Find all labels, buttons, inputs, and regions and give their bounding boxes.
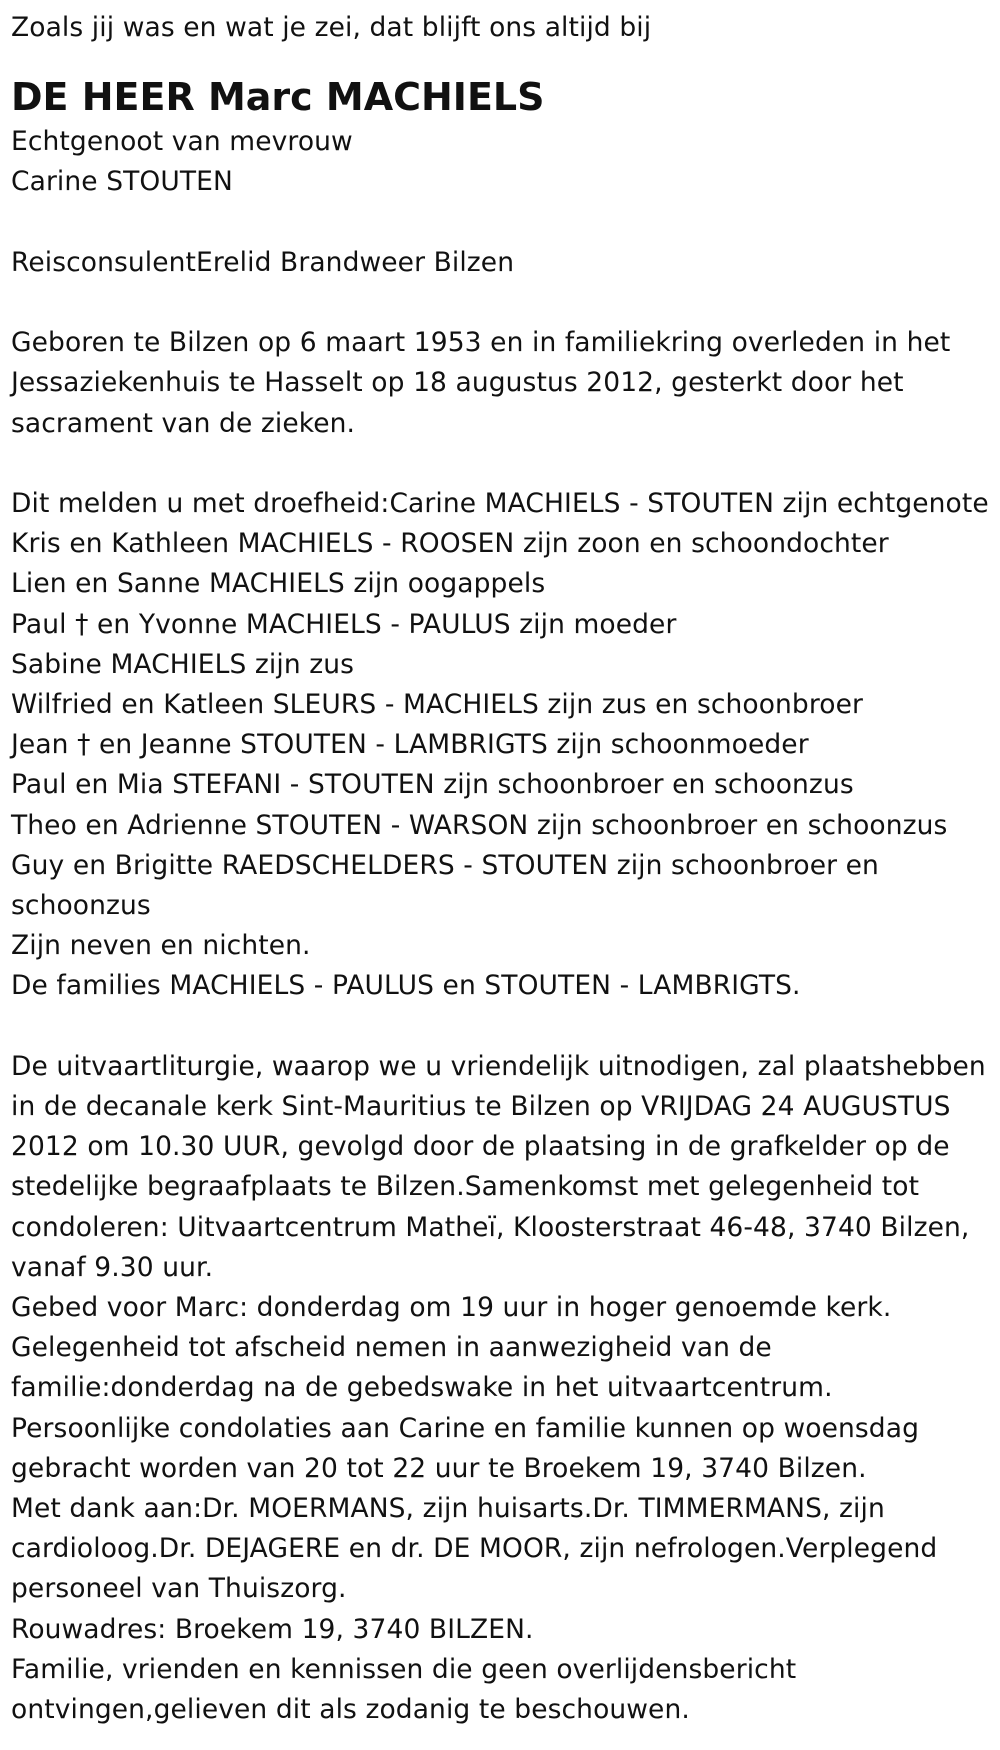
birth-death-line: sacrament van de zieken. xyxy=(11,407,356,439)
ceremony-line: Persoonlijke condolaties aan Carine en familie kunnen op woensdag xyxy=(11,1412,919,1444)
family-line: schoonzus xyxy=(11,890,151,922)
ceremony-line: Gelegenheid tot afscheid nemen in aanwezigheid van de xyxy=(11,1332,772,1364)
ceremony-line: in de decanale kerk Sint-Mauritius te Bilzen op VRIJDAG 24 AUGUSTUS xyxy=(11,1091,951,1123)
ceremony-line: condoleren: Uitvaartcentrum Matheï, Kloosterstraat 46-48, 3740 Bilzen, xyxy=(11,1211,970,1243)
family-line xyxy=(11,605,1000,645)
ceremony-line: vanaf 9.30 uur. xyxy=(11,1251,214,1283)
spouse-line-1: Echtgenoot van mevrouw xyxy=(11,126,353,158)
spouse-line-2: Carine STOUTEN xyxy=(11,166,233,198)
family-line: De families MACHIELS - PAULUS en STOUTEN - LAMBRIGTS. xyxy=(11,970,801,1002)
family-name-part: Jean xyxy=(11,729,69,761)
family-line: Sabine MACHIELS zijn zus xyxy=(11,648,355,680)
ceremony-line: Familie, vrienden en kennissen die geen overlijdensbericht xyxy=(11,1653,797,1685)
family-name-part: en Jeanne STOUTEN - LAMBRIGTS zijn schoonmoeder xyxy=(90,729,809,761)
ceremony-line: personeel van Thuiszorg. xyxy=(11,1573,347,1605)
cross-icon: † xyxy=(77,729,91,761)
ceremony-line: De uitvaartliturgie, waarop we u vriendelijk uitnodigen, zal plaatshebben xyxy=(11,1050,986,1082)
family-line xyxy=(11,725,1000,765)
spacer xyxy=(11,444,1000,484)
spacer xyxy=(11,283,1000,323)
ceremony-line: Met dank aan:Dr. MOERMANS, zijn huisarts.Dr. TIMMERMANS, zijn xyxy=(11,1493,885,1525)
family-line: Zijn neven en nichten. xyxy=(11,930,311,962)
birth-death-line: Geboren te Bilzen op 6 maart 1953 en in familiekring overleden in het xyxy=(11,327,951,359)
spacer xyxy=(11,203,1000,243)
family-name-part: Paul xyxy=(11,608,67,640)
family-line: Guy en Brigitte RAEDSCHELDERS - STOUTEN zijn schoonbroer en xyxy=(11,849,879,881)
memorial-quote: Zoals jij was en wat je zei, dat blijft ons altijd bij xyxy=(11,12,652,43)
family-line: Wilfried en Katleen SLEURS - MACHIELS zijn zus en schoonbroer xyxy=(11,689,863,720)
ceremony-line: familie:donderdag na de gebedswake in het uitvaartcentrum. xyxy=(11,1372,833,1404)
ceremony-line: cardioloog.Dr. DEJAGERE en dr. DE MOOR, zijn nefrologen.Verplegend xyxy=(11,1533,938,1565)
deceased-name: DE HEER Marc MACHIELS xyxy=(11,75,545,120)
cross-icon: † xyxy=(75,608,89,640)
family-line: Kris en Kathleen MACHIELS - ROOSEN zijn zoon en schoondochter xyxy=(11,528,889,560)
ceremony-line: stedelijke begraafplaats te Bilzen.Samenkomst met gelegenheid tot xyxy=(11,1171,920,1203)
family-line: Paul en Mia STEFANI - STOUTEN zijn schoonbroer en schoonzus xyxy=(11,769,854,801)
family-line: Dit melden u met droefheid:Carine MACHIELS - STOUTEN zijn echtgenote xyxy=(11,487,989,519)
occupation-line: ReisconsulentErelid Brandweer Bilzen xyxy=(11,246,515,278)
ceremony-line: Gebed voor Marc: donderdag om 19 uur in hoger genoemde kerk. xyxy=(11,1292,892,1324)
spacer xyxy=(11,1007,1000,1047)
birth-death-line: Jessaziekenhuis te Hasselt op 18 augustus 2012, gesterkt door het xyxy=(11,367,904,399)
family-name-part: en Yvonne MACHIELS - PAULUS zijn moeder xyxy=(88,608,677,640)
family-line: Lien en Sanne MACHIELS zijn oogappels xyxy=(11,568,546,600)
ceremony-line: gebracht worden van 20 tot 22 uur te Broekem 19, 3740 Bilzen. xyxy=(11,1452,867,1484)
ceremony-line: 2012 om 10.30 UUR, gevolgd door de plaatsing in de grafkelder op de xyxy=(11,1131,950,1163)
ceremony-line: Rouwadres: Broekem 19, 3740 BILZEN. xyxy=(11,1613,534,1645)
family-line: Theo en Adrienne STOUTEN - WARSON zijn schoonbroer en schoonzus xyxy=(11,809,948,841)
ceremony-line: ontvingen,gelieven dit als zodanig te beschouwen. xyxy=(11,1694,690,1726)
